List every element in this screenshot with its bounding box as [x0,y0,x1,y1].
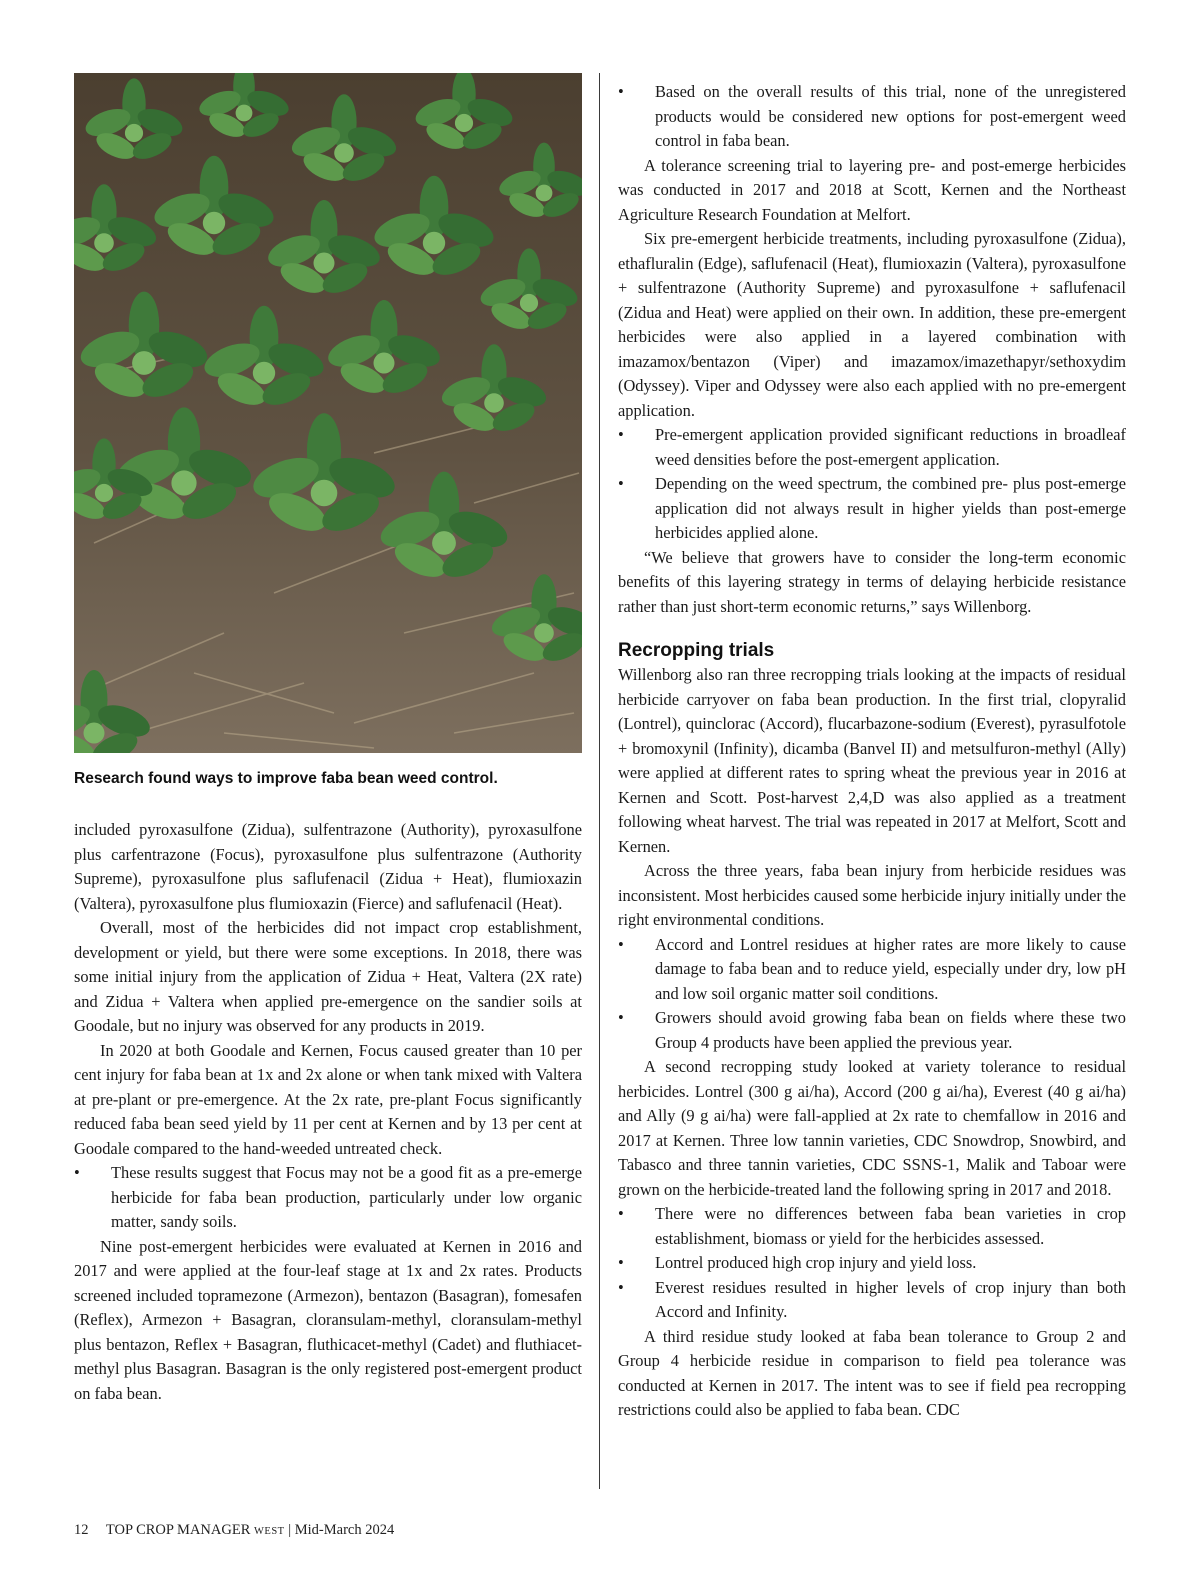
bullet-list [618,1202,1126,1325]
bullet-list [618,423,1126,546]
faba-bean-field-photo [74,73,582,753]
bullet-glyph: • [618,1204,624,1223]
paragraph: A tolerance screening trial to layering pre- and post-emerge herbicides was conducted in 2017 and 2018 at Scott, Kernen and the Northeast Agriculture Research Foundation at Melfort. [618,155,1126,224]
photo-illustration [74,73,582,753]
right-column-text [618,80,1126,1423]
bullet-list [618,80,1126,154]
footer-separator: | [288,1522,292,1538]
bullet-item: • Pre-emergent application provided significant reductions in broadleaf weed densities before the post-emergent application. [618,425,1126,469]
bullet-glyph: • [618,1277,624,1297]
paragraph: Six pre-emergent herbicide treatments, including pyroxasulfone (Zidua), ethafluralin (Edge), saflufenacil (Heat), flumioxazin (Valtera), pyroxasulfone + sulfentrazone (Authority Supreme) and pyroxasulfone + saflufenacil (Zidua and Heat) were applied on their own. In addition, these pre-emergent herbicides were also applied in a layered combination with imazamox/bentazon (Viper) and imazamox/imazethapyr/sethoxydim (Odyssey). Viper and Odyssey were also each applied with no pre-emergent application. [618,229,1126,420]
bullet-glyph: • [618,1253,624,1272]
paragraph: Overall, most of the herbicides did not impact crop establishment, development or yield, but there were some exceptions. In 2018, there was some initial injury from the application of Zidua + Heat, Valtera (2X rate) and Zidua + Valtera when applied pre-emergence on the sandier soils at Goodale, but no injury was observed for any products in 2019. [74,918,582,1035]
bullet-item: • Lontrel produced high crop injury and yield loss. [618,1251,1126,1276]
section-heading: Recropping trials [618,640,775,661]
paragraph: included pyroxasulfone (Zidua), sulfentrazone (Authority), pyroxasulfone plus carfentrazone (Focus), pyroxasulfone plus sulfentrazone (Authority Supreme), pyroxasulfone plus saflufenacil (Zidua + Heat), flumioxazin (Valtera), pyroxasulfone plus flumioxazin (Fierce) and saflufenacil (Heat). [74,820,582,913]
bullet-item: • Everest residues resulted in higher levels of crop injury than both Accord and Infinity. [618,1277,1126,1321]
paragraph: Willenborg also ran three recropping trials looking at the impacts of residual herbicide carryover on faba bean production. In the first trial, clopyralid (Lontrel), quinclorac (Accord), flucarbazone-sodium (Everest), pyrasulfotole + bromoxynil (Infinity), dicamba (Banvel II) and metsulfuron-methyl (Ally) were applied at different rates to spring wheat the previous year in 2016 at Kernen and Scott. Post-harvest 2,4,D was also applied as a treatment following wheat harvest. The trial was repeated in 2017 at Melfort, Scott and Kernen. [618,665,1126,856]
bullet-glyph: • [618,474,624,493]
magazine-title: TOP CROP MANAGER [105,1522,251,1538]
bullet-list [74,1161,582,1235]
bullet-item: • Depending on the weed spectrum, the combined pre- plus post-emerge application did not always result in higher yields than post-emerge herbicides applied alone. [618,474,1126,542]
paragraph: Across the three years, faba bean injury from herbicide residues was inconsistent. Most herbicides caused some herbicide injury initially under the right environmental conditions. [618,861,1126,929]
bullet-glyph: • [618,425,624,444]
paragraph: A third residue study looked at faba bean tolerance to Group 2 and Group 4 herbicide residue in comparison to field pea tolerance was conducted at Kernen in 2017. The intent was to see if field pea recropping restrictions could also be applied to faba bean. CDC [618,1326,1126,1419]
bullet-glyph: • [74,1163,80,1182]
figure [74,73,582,790]
column-divider [599,73,600,1489]
issue-date: Mid-March 2024 [294,1522,395,1538]
bullet-item: • These results suggest that Focus may not be a good fit as a pre-emerge herbicide for faba bean production, particularly under low organic matter, sandy soils. [74,1163,582,1231]
bullet-item: • Growers should avoid growing faba bean on fields where these two Group 4 products have been applied the previous year. [618,1008,1126,1052]
paragraph: “We believe that growers have to consider the long-term economic benefits of this layering strategy in terms of delaying herbicide resistance rather than just short-term economic returns,” says Willenborg. [618,547,1126,616]
left-column-text [74,818,582,1406]
bullet-item: • Based on the overall results of this trial, none of the unregistered products would be considered new options for post-emergent weed control in faba bean. [618,82,1126,150]
magazine-edition: WEST [254,1526,285,1537]
paragraph: A second recropping study looked at variety tolerance to residual herbicides. Lontrel (300 g ai/ha), Accord (200 g ai/ha), Everest (40 g ai/ha) and Ally (9 g ai/ha) were fall-applied at 2x rate to chemfallow in 2016 and 2017 at Kernen. Three low tannin varieties, CDC Snowdrop, Snowbird, and Tabasco and three tannin varieties, CDC SSNS-1, Malik and Taboar were grown on the herbicide-treated land the following spring in 2017 and 2018. [618,1057,1126,1199]
photo-caption: Research found ways to improve faba bean weed control. [74,770,498,787]
bullet-glyph: • [618,934,624,954]
bullet-glyph: • [618,1008,624,1027]
bullet-item: • Accord and Lontrel residues at higher rates are more likely to cause damage to faba bean and to reduce yield, especially under dry, low pH and low soil organic matter soil conditions. [618,934,1126,1003]
bullet-list [618,933,1126,1056]
bullet-item: • There were no differences between faba bean varieties in crop establishment, biomass or yield for the herbicides assessed. [618,1204,1126,1248]
page-number: 12 [74,1522,89,1538]
paragraph: Nine post-emergent herbicides were evaluated at Kernen in 2016 and 2017 and were applied at the four-leaf stage at 1x and 2x rates. Products screened included topramezone (Armezon), bentazon (Basagran), fomesafen (Reflex), Armezon + Basagran, cloransulam-methyl, cloransulam-methyl plus bentazon, Reflex + Basagran, fluthicacet-methyl (Cadet) and fluthiacet-methyl plus Basagran. Basagran is the only registered post-emergent product on faba bean. [74,1236,582,1403]
paragraph: In 2020 at both Goodale and Kernen, Focus caused greater than 10 per cent injury for faba bean at 1x and 2x alone or when tank mixed with Valtera at pre-plant or pre-emergence. At the 2x rate, pre-plant Focus significantly reduced faba bean seed yield by 11 per cent at Kernen and by 13 per cent at Goodale compared to the hand-weeded untreated check. [74,1040,582,1158]
bullet-glyph: • [618,82,624,101]
page-footer [74,1522,394,1539]
